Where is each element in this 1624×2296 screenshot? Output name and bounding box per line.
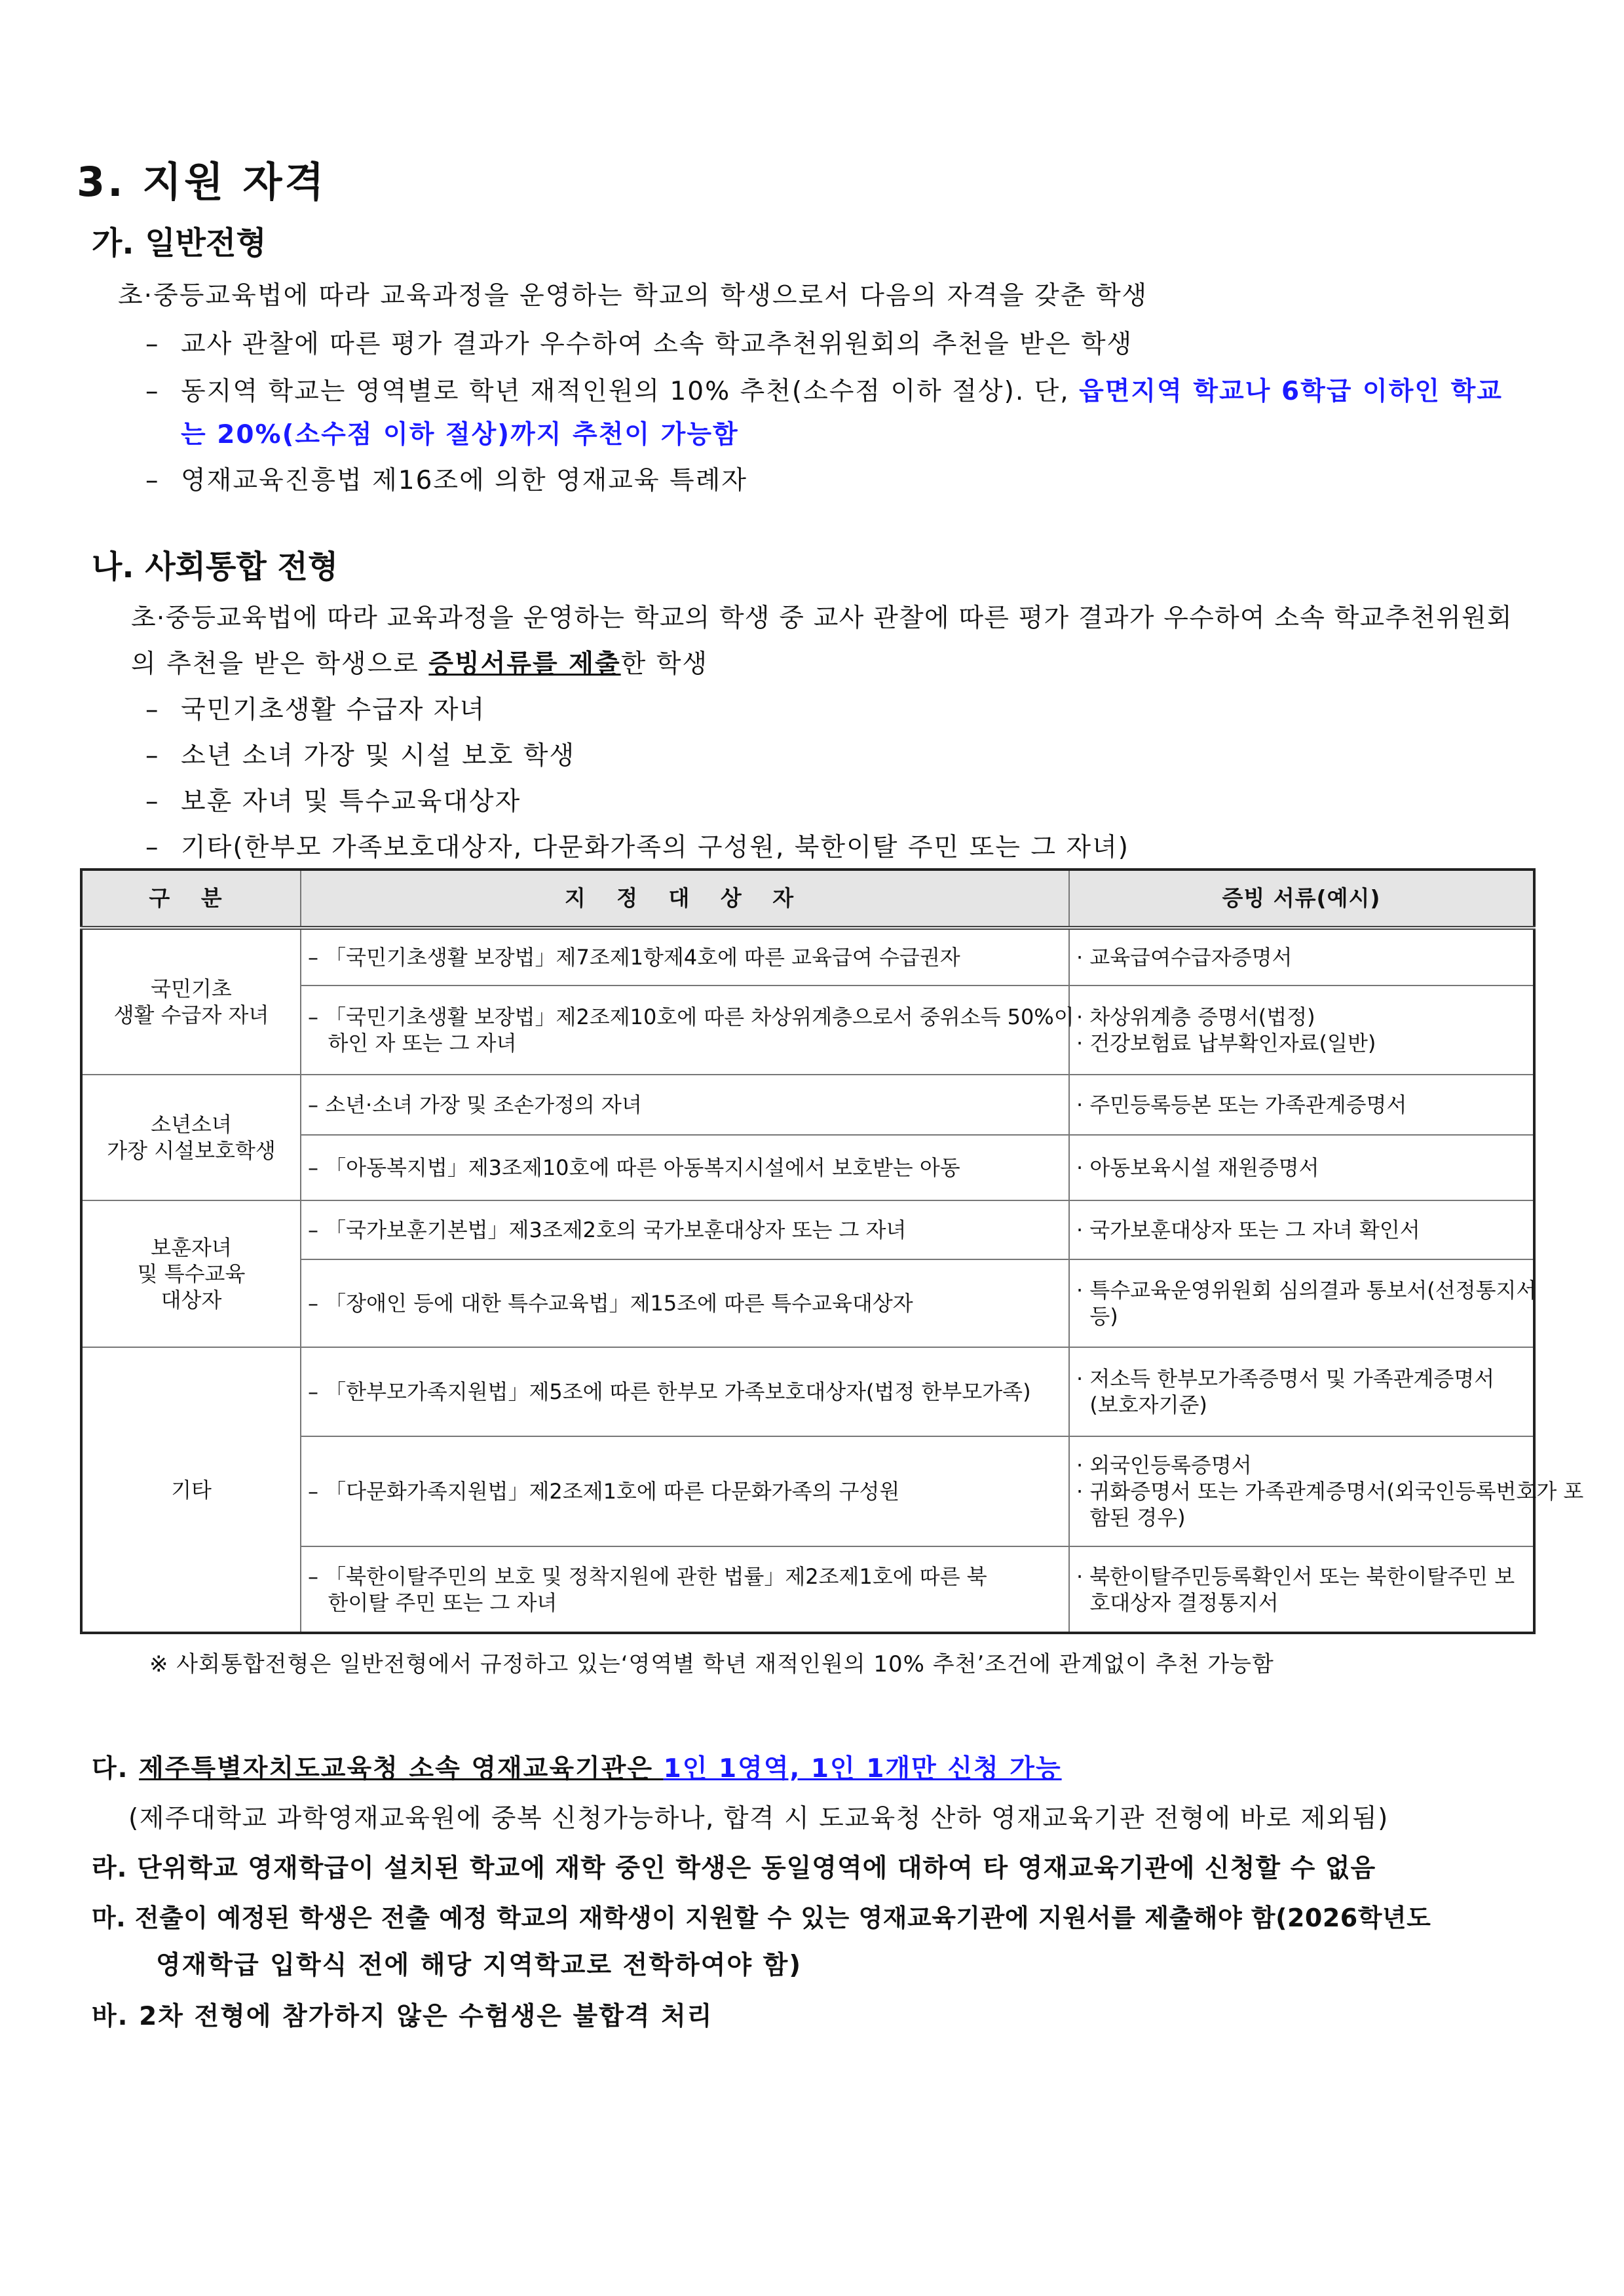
general-item-2-highlight-cont: 는 20%(소수점 이하 절상)까지 추천이 가능함 <box>181 420 739 450</box>
item-ma-line2: 영재학급 입학식 전에 해당 지역학교로 전학하여야 함) <box>156 1951 803 1980</box>
table-row <box>81 1075 1534 1135</box>
category-cell: 보훈자녀 및 특수교육 대상자 <box>81 1200 301 1347</box>
evidence-cell: · 외국인등록증명서 · 귀화증명서 또는 가족관계증명서(외국인등록번호가 포 함된 경우) <box>1069 1436 1534 1546</box>
dash: – <box>145 377 160 406</box>
target-cell: – 「장애인 등에 대한 특수교육법」제15조에 따른 특수교육대상자 <box>301 1259 1069 1347</box>
dash: – <box>145 330 160 359</box>
dash: – <box>145 787 160 816</box>
social-item-2: – 소년 소녀 가장 및 시설 보호 학생 <box>145 741 576 771</box>
evidence-cell: · 저소득 한부모가족증명서 및 가족관계증명서 (보호자기준) <box>1069 1347 1534 1436</box>
item-da: 다. 제주특별자치도교육청 소속 영재교육기관은 1인 1영역, 1인 1개만 신청 가능 <box>92 1754 1062 1784</box>
dash: – <box>145 833 160 862</box>
header-evidence: 증빙 서류(예시) <box>1069 870 1534 928</box>
table-header-row <box>81 870 1534 928</box>
da-underlined: 제주특별자치도교육청 소속 영재교육기관은 <box>139 1754 664 1784</box>
social-item-1: – 국민기초생활 수급자 자녀 <box>145 695 486 725</box>
general-item-2-highlight: 읍면지역 학교나 6학급 이하인 학교 <box>1079 377 1503 406</box>
social-intro-line1: 초·중등교육법에 따라 교육과정을 운영하는 학교의 학생 중 교사 관찰에 따른 평가 결과가 우수하여 소속 학교추천위원회 <box>131 603 1513 633</box>
evidence-cell: · 아동보육시설 재원증명서 <box>1069 1135 1534 1200</box>
category-cell: 국민기초 생활 수급자 자녀 <box>81 928 301 1075</box>
general-item-3: – 영재교육진흥법 제16조에 의한 영재교육 특례자 <box>145 466 748 495</box>
da-blue: 1인 1영역, 1인 1개만 신청 가능 <box>663 1754 1062 1784</box>
target-cell: – 「국가보훈기본법」제3조제2호의 국가보훈대상자 또는 그 자녀 <box>301 1200 1069 1259</box>
table-note: ※ 사회통합전형은 일반전형에서 규정하고 있는‘영역별 학년 재적인원의 10% 추천’조건에 관계없이 추천 가능함 <box>149 1651 1274 1677</box>
item-ba: 바. 2차 전형에 참가하지 않은 수험생은 불합격 처리 <box>92 2002 713 2031</box>
category-cell: 기타 <box>81 1347 301 1633</box>
general-intro: 초·중등교육법에 따라 교육과정을 운영하는 학교의 학생으로서 다음의 자격을 갖춘 학생 <box>118 281 1148 311</box>
target-cell: – 「국민기초생활 보장법」제7조제1항제4호에 따른 교육급여 수급권자 <box>301 928 1069 985</box>
item-da-paren: (제주대학교 과학영재교육원에 중복 신청가능하나, 합격 시 도교육청 산하 영재교육기관 전형에 바로 제외됨) <box>128 1804 1389 1833</box>
target-cell: – 「한부모가족지원법」제5조에 따른 한부모 가족보호대상자(법정 한부모가족) <box>301 1347 1069 1436</box>
social-item-3: – 보훈 자녀 및 특수교육대상자 <box>145 787 521 816</box>
social-item-4: – 기타(한부모 가족보호대상자, 다문화가족의 구성원, 북한이탈 주민 또는 그 자녀) <box>145 833 1129 862</box>
evidence-submit-emphasis: 증빙서류를 제출 <box>428 649 621 679</box>
general-item-2: – 동지역 학교는 영역별로 학년 재적인원의 10% 추천(소수점 이하 절상). 단, 읍면지역 학교나 6학급 이하인 학교 <box>145 377 1503 406</box>
target-cell: – 「북한이탈주민의 보호 및 정착지원에 관한 법률」제2조제1호에 따른 북 한이탈 주민 또는 그 자녀 <box>301 1546 1069 1633</box>
section-title: 3. 지원 자격 <box>77 158 327 206</box>
eligibility-table <box>80 868 1584 1634</box>
header-category: 구 분 <box>81 870 301 928</box>
target-cell: – 「국민기초생활 보장법」제2조제10호에 따른 차상위계층으로서 중위소득 50%이 하인 자 또는 그 자녀 <box>301 985 1069 1075</box>
evidence-cell: · 교육급여수급자증명서 <box>1069 928 1534 985</box>
target-cell: – 「아동복지법」제3조제10호에 따른 아동복지시설에서 보호받는 아동 <box>301 1135 1069 1200</box>
evidence-cell: · 특수교육운영위원회 심의결과 통보서(선정통지서 등) <box>1069 1259 1534 1347</box>
general-heading: 가. 일반전형 <box>92 225 267 261</box>
dash: – <box>145 695 160 725</box>
target-cell: – 「다문화가족지원법」제2조제1호에 따른 다문화가족의 구성원 <box>301 1436 1069 1546</box>
table-row <box>81 1347 1534 1436</box>
category-cell: 소년소녀 가장 시설보호학생 <box>81 1075 301 1200</box>
target-cell: – 소년·소녀 가장 및 조손가정의 자녀 <box>301 1075 1069 1135</box>
evidence-cell: · 주민등록등본 또는 가족관계증명서 <box>1069 1075 1534 1135</box>
dash: – <box>145 741 160 771</box>
dash: – <box>145 466 160 495</box>
general-item-1: – 교사 관찰에 따른 평가 결과가 우수하여 소속 학교추천위원회의 추천을 받은 학생 <box>145 330 1133 359</box>
header-target: 지 정 대 상 자 <box>301 870 1069 928</box>
table-row <box>81 928 1534 985</box>
social-heading: 나. 사회통합 전형 <box>92 548 339 585</box>
evidence-cell: · 국가보훈대상자 또는 그 자녀 확인서 <box>1069 1200 1534 1259</box>
evidence-cell: · 차상위계층 증명서(법정) · 건강보험료 납부확인자료(일반) <box>1069 985 1534 1075</box>
item-ra: 라. 단위학교 영재학급이 설치된 학교에 재학 중인 학생은 동일영역에 대하여 타 영재교육기관에 신청할 수 없음 <box>92 1854 1376 1883</box>
social-intro-line2: 의 추천을 받은 학생으로 증빙서류를 제출한 학생 <box>131 649 709 679</box>
evidence-cell: · 북한이탈주민등록확인서 또는 북한이탈주민 보 호대상자 결정통지서 <box>1069 1546 1534 1633</box>
item-ma-line1: 마. 전출이 예정된 학생은 전출 예정 학교의 재학생이 지원할 수 있는 영재교육기관에 지원서를 제출해야 함(2026학년도 <box>92 1904 1431 1932</box>
table-row <box>81 1200 1534 1259</box>
